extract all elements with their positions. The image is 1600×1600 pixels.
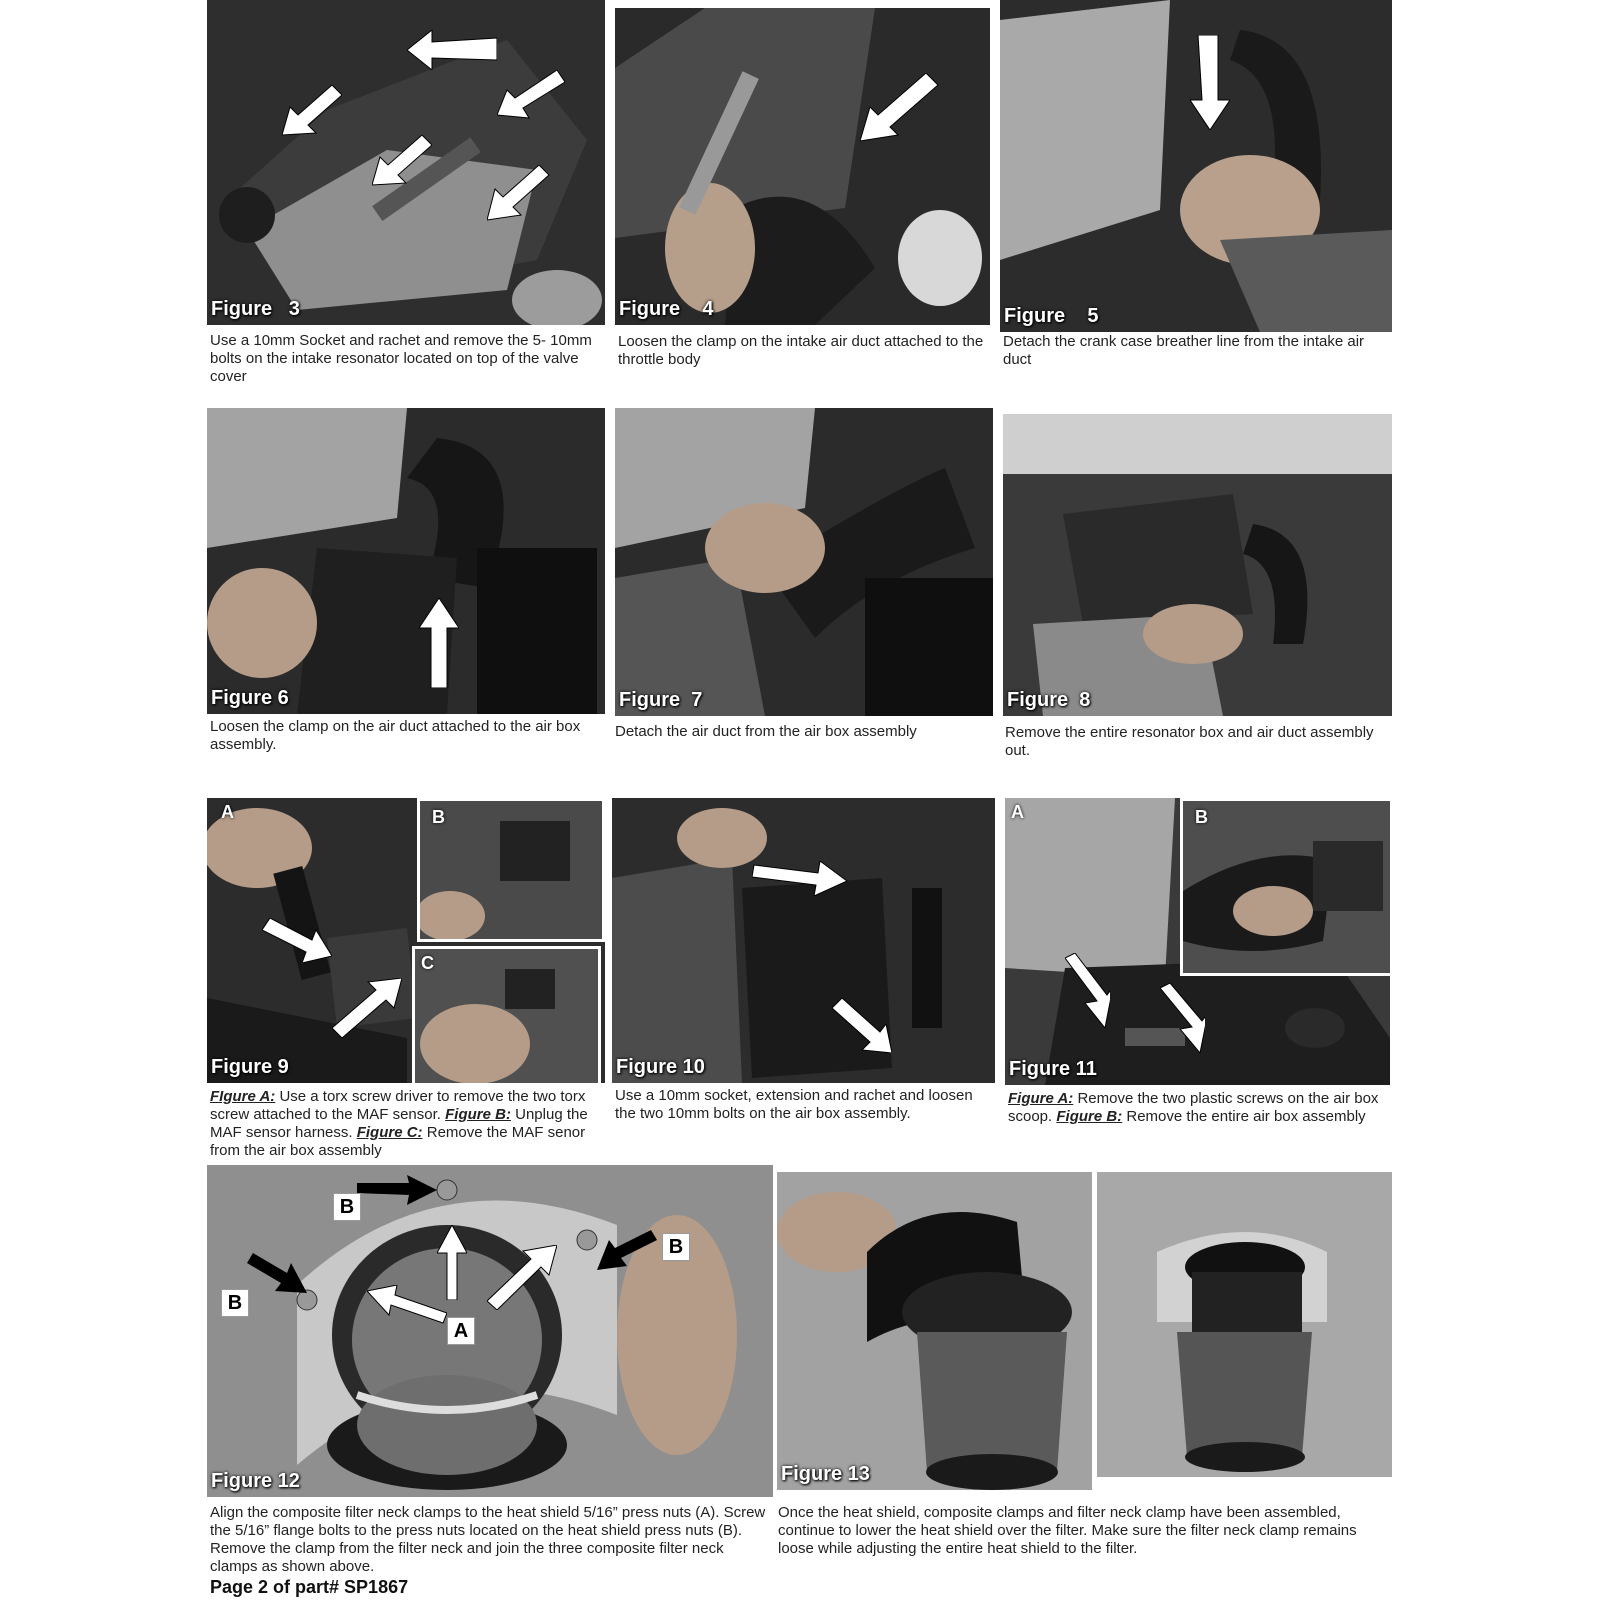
inset-letter: C	[421, 953, 434, 973]
caption-figure-b-label: Figure B:	[1056, 1108, 1123, 1125]
figure-6-caption: Loosen the clamp on the air duct attached to the air box assembly.	[210, 718, 581, 753]
filter-assembly-photo	[1097, 1172, 1392, 1477]
maf-sensor-photo	[415, 949, 598, 1083]
white-arrow-icon	[332, 978, 402, 1038]
figure-label: Figure 11	[1009, 1058, 1097, 1080]
figure-9-photo	[207, 798, 605, 1083]
caption-figure-c-label: Figure C:	[356, 1124, 423, 1141]
figure-7-photo	[615, 408, 993, 716]
figure-11-caption	[1008, 1090, 1388, 1126]
white-arrow-icon	[487, 1245, 557, 1310]
white-arrow-icon	[282, 85, 342, 140]
white-arrow-icon	[832, 998, 892, 1053]
label-b-tag: B	[662, 1233, 690, 1261]
caption-text: Use a torx screw driver to remove the two torx screw attached to the MAF sensor.	[210, 1088, 586, 1123]
figure-3-photo	[207, 0, 605, 325]
black-arrow-icon	[357, 1175, 437, 1205]
figure-5-photo	[1000, 0, 1392, 332]
figure-10-photo	[612, 798, 995, 1083]
caption-text: Unplug the MAF sensor harness.	[210, 1106, 588, 1141]
caption-text: Remove the two plastic screws on the air box scoop.	[1008, 1090, 1379, 1125]
black-arrow-icon	[597, 1230, 657, 1270]
white-arrow-icon	[752, 861, 847, 896]
figure-7-caption: Detach the air duct from the air box assembly	[615, 723, 917, 740]
filter-assembly-photo	[777, 1172, 1092, 1490]
figure-13-caption: Once the heat shield, composite clamps and filter neck clamp have been assembled, continue to lower the heat shield over the filter. Make sure the filter neck clamp remains loose while adjusting the entire heat shield to the filter.	[778, 1504, 1357, 1557]
figure-9-caption	[210, 1088, 605, 1160]
label-a-tag: A	[447, 1317, 475, 1345]
figure-label: Figure 7	[619, 689, 703, 711]
engine-photo	[1003, 414, 1392, 716]
figure-11-photo	[1005, 798, 1390, 1085]
figure-8-photo	[1003, 414, 1392, 716]
maf-sensor-photo	[420, 801, 602, 939]
inset-letter: B	[1195, 807, 1208, 827]
white-arrow-icon	[487, 165, 552, 225]
air-box-photo	[1183, 801, 1390, 973]
figure-label: Figure 8	[1007, 689, 1091, 711]
inset-letter: A	[1011, 802, 1024, 822]
figure-11-inset-b	[1180, 798, 1390, 976]
figure-9-inset-b	[417, 798, 605, 942]
page-footer: Page 2 of part# SP1867	[210, 1577, 409, 1597]
label-b-tag: B	[221, 1289, 249, 1317]
figure-label: Figure 9	[211, 1056, 289, 1078]
figure-label: Figure 12	[211, 1470, 300, 1492]
figure-label: Figure 13	[781, 1463, 870, 1485]
caption-figure-b-label: Figure B:	[445, 1106, 511, 1123]
figure-5-caption: Detach the crank case breather line from the intake air duct	[1003, 333, 1365, 368]
caption-text: Remove the MAF senor from the air box assembly	[210, 1124, 586, 1159]
caption-figure-a-label: FIgure A:	[210, 1088, 276, 1105]
engine-photo	[615, 8, 990, 325]
black-arrow-icon	[247, 1253, 307, 1293]
figure-6-photo	[207, 408, 605, 714]
figure-4-photo	[615, 8, 990, 325]
figure-3-caption: Use a 10mm Socket and rachet and remove the 5- 10mm bolts on the intake resonator located on top of the valve cover	[210, 332, 592, 385]
label-b-tag: B	[333, 1193, 361, 1221]
figure-4-caption: Loosen the clamp on the intake air duct attached to the throttle body	[618, 333, 984, 368]
inset-letter: A	[221, 802, 234, 822]
caption-figure-a-label: Figure A:	[1008, 1090, 1074, 1107]
white-arrow-icon	[1190, 35, 1230, 130]
figure-13-photo-right	[1097, 1172, 1392, 1477]
white-arrow-icon	[1160, 983, 1205, 1053]
white-arrow-icon	[262, 918, 332, 963]
engine-photo	[612, 798, 995, 1083]
figure-label: Figure 5	[1004, 305, 1099, 327]
white-arrow-icon	[407, 30, 497, 70]
white-arrow-icon	[372, 135, 432, 190]
engine-photo	[207, 408, 605, 714]
heat-shield-photo	[207, 1165, 773, 1497]
engine-photo	[615, 408, 993, 716]
figure-label: Figure 6	[211, 687, 289, 709]
figure-12-caption: Align the composite filter neck clamps to the heat shield 5/16” press nuts (A). Screw the 5/16” flange bolts to the press nuts located on the heat shield press nuts (B). Remove the clamp from the filter neck and join the three composite filter neck clamps as shown above.	[210, 1504, 766, 1575]
figure-12-photo	[207, 1165, 773, 1497]
white-arrow-icon	[1065, 953, 1110, 1028]
figure-label: Figure 3	[211, 298, 300, 320]
white-arrow-icon	[419, 598, 459, 688]
figure-8-caption: Remove the entire resonator box and air duct assembly out.	[1005, 724, 1374, 759]
inset-letter: B	[432, 807, 445, 827]
figure-label: Figure 4	[619, 298, 714, 320]
white-arrow-icon	[497, 70, 567, 120]
caption-text: Remove the entire air box assembly	[1122, 1108, 1366, 1125]
figure-10-caption: Use a 10mm socket, extension and rachet and loosen the two 10mm bolts on the air box assembly.	[615, 1087, 973, 1122]
figure-9-inset-c	[412, 946, 601, 1083]
white-arrow-icon	[860, 73, 940, 143]
white-arrow-icon	[367, 1285, 447, 1325]
figure-13-photo-left	[777, 1172, 1092, 1490]
figure-label: Figure 10	[616, 1056, 705, 1078]
